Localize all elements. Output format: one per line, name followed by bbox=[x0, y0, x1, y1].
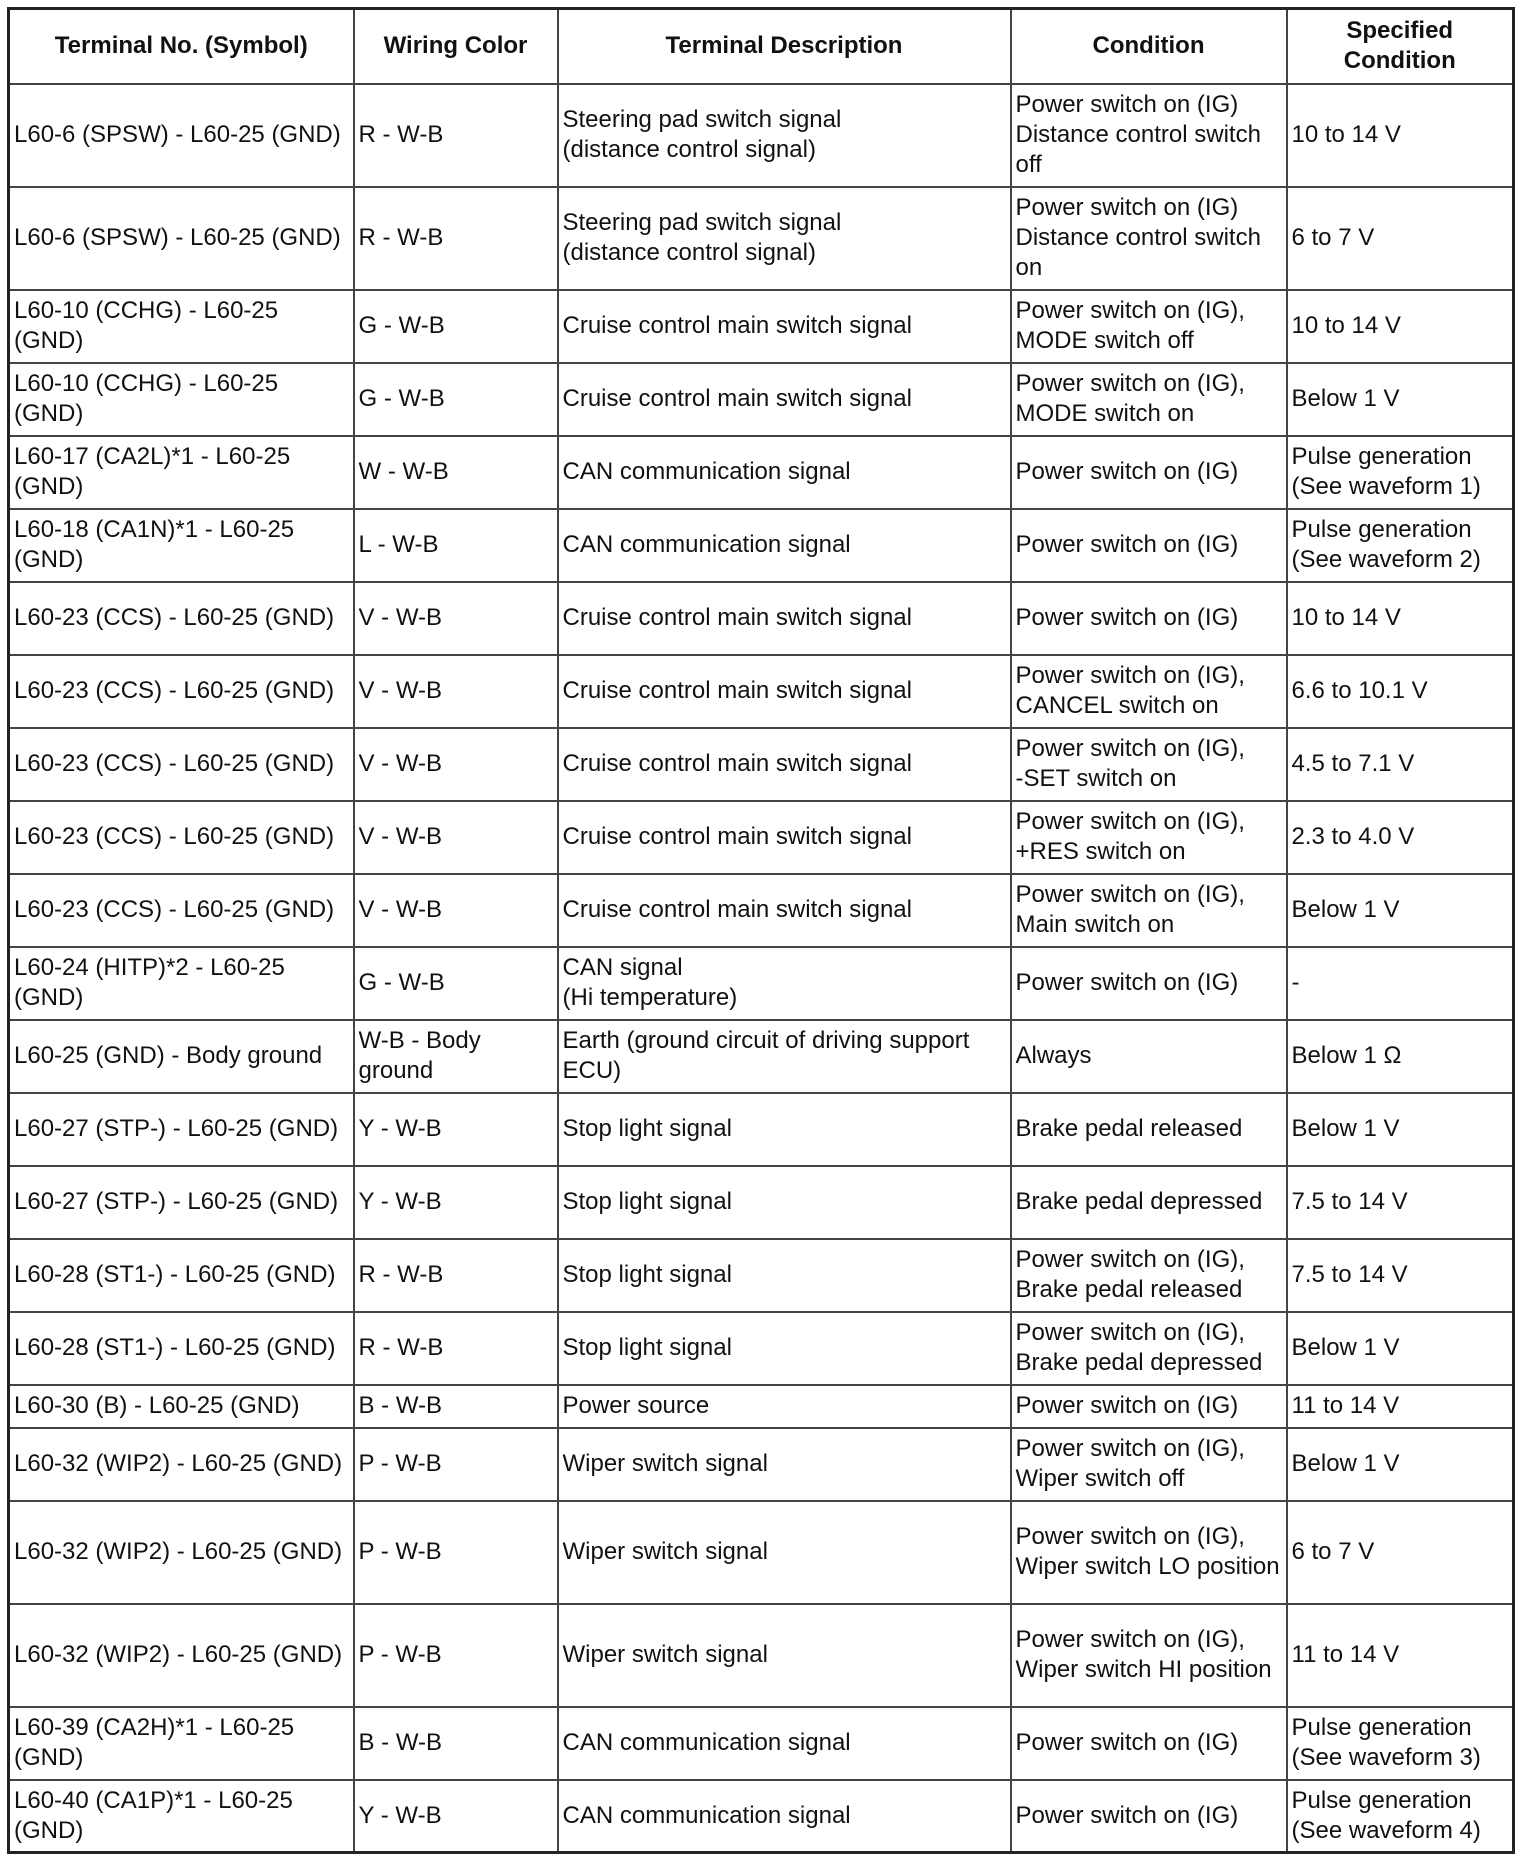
description-cell: Cruise control main switch signal bbox=[558, 655, 1011, 728]
condition-cell: Power switch on (IG), Main switch on bbox=[1011, 874, 1287, 947]
description-cell: Wiper switch signal bbox=[558, 1428, 1011, 1501]
specified-condition-cell: Below 1 V bbox=[1287, 874, 1514, 947]
specified-condition-cell: 10 to 14 V bbox=[1287, 84, 1514, 187]
wiring-color-cell: V - W-B bbox=[354, 874, 558, 947]
wiring-color-cell: W - W-B bbox=[354, 436, 558, 509]
specified-condition-cell: Below 1 V bbox=[1287, 363, 1514, 436]
description-cell: Wiper switch signal bbox=[558, 1501, 1011, 1604]
description-cell: CAN signal (Hi temperature) bbox=[558, 947, 1011, 1020]
wiring-color-cell: R - W-B bbox=[354, 187, 558, 290]
wiring-color-cell: B - W-B bbox=[354, 1385, 558, 1428]
condition-cell: Power switch on (IG) bbox=[1011, 582, 1287, 655]
terminal-cell: L60-28 (ST1-) - L60-25 (GND) bbox=[9, 1239, 354, 1312]
specified-condition-cell: Pulse generation (See waveform 2) bbox=[1287, 509, 1514, 582]
condition-cell: Power switch on (IG), MODE switch off bbox=[1011, 290, 1287, 363]
description-cell: Cruise control main switch signal bbox=[558, 801, 1011, 874]
wiring-color-cell: V - W-B bbox=[354, 582, 558, 655]
wiring-color-cell: R - W-B bbox=[354, 1312, 558, 1385]
condition-cell: Power switch on (IG), Wiper switch off bbox=[1011, 1428, 1287, 1501]
terminal-cell: L60-39 (CA2H)*1 - L60-25 (GND) bbox=[9, 1707, 354, 1780]
table-row bbox=[9, 947, 1514, 1020]
wiring-color-cell: G - W-B bbox=[354, 947, 558, 1020]
specified-condition-cell: 7.5 to 14 V bbox=[1287, 1166, 1514, 1239]
table-row bbox=[9, 84, 1514, 187]
specified-condition-cell: 11 to 14 V bbox=[1287, 1604, 1514, 1707]
condition-cell: Power switch on (IG) bbox=[1011, 1780, 1287, 1853]
description-cell: Cruise control main switch signal bbox=[558, 874, 1011, 947]
specified-condition-cell: Below 1 V bbox=[1287, 1093, 1514, 1166]
wiring-color-cell: P - W-B bbox=[354, 1428, 558, 1501]
table-row bbox=[9, 1093, 1514, 1166]
description-cell: Stop light signal bbox=[558, 1166, 1011, 1239]
description-cell: Cruise control main switch signal bbox=[558, 582, 1011, 655]
description-cell: Cruise control main switch signal bbox=[558, 728, 1011, 801]
specified-condition-cell: Below 1 V bbox=[1287, 1312, 1514, 1385]
specified-condition-cell: 4.5 to 7.1 V bbox=[1287, 728, 1514, 801]
wiring-color-cell: P - W-B bbox=[354, 1604, 558, 1707]
terminal-cell: L60-40 (CA1P)*1 - L60-25 (GND) bbox=[9, 1780, 354, 1853]
condition-cell: Power switch on (IG) bbox=[1011, 1385, 1287, 1428]
condition-cell: Power switch on (IG), Brake pedal depressed bbox=[1011, 1312, 1287, 1385]
table-body bbox=[9, 84, 1514, 1853]
condition-cell: Power switch on (IG), Wiper switch LO position bbox=[1011, 1501, 1287, 1604]
specified-condition-cell: 2.3 to 4.0 V bbox=[1287, 801, 1514, 874]
table-row bbox=[9, 436, 1514, 509]
description-cell: Steering pad switch signal (distance control signal) bbox=[558, 187, 1011, 290]
terminal-cell: L60-27 (STP-) - L60-25 (GND) bbox=[9, 1166, 354, 1239]
terminal-cell: L60-27 (STP-) - L60-25 (GND) bbox=[9, 1093, 354, 1166]
specified-condition-cell: Pulse generation (See waveform 3) bbox=[1287, 1707, 1514, 1780]
header-terminal: Terminal No. (Symbol) bbox=[9, 9, 354, 84]
table-row bbox=[9, 1707, 1514, 1780]
condition-cell: Power switch on (IG) Distance control switch off bbox=[1011, 84, 1287, 187]
table-row bbox=[9, 1312, 1514, 1385]
condition-cell: Brake pedal released bbox=[1011, 1093, 1287, 1166]
wiring-color-cell: G - W-B bbox=[354, 290, 558, 363]
wiring-color-cell: G - W-B bbox=[354, 363, 558, 436]
terminal-table bbox=[7, 7, 1515, 1854]
terminal-cell: L60-28 (ST1-) - L60-25 (GND) bbox=[9, 1312, 354, 1385]
table-row bbox=[9, 290, 1514, 363]
condition-cell: Power switch on (IG) bbox=[1011, 509, 1287, 582]
table-row bbox=[9, 1604, 1514, 1707]
wiring-color-cell: Y - W-B bbox=[354, 1166, 558, 1239]
table-row bbox=[9, 509, 1514, 582]
specified-condition-cell: Pulse generation (See waveform 1) bbox=[1287, 436, 1514, 509]
condition-cell: Always bbox=[1011, 1020, 1287, 1093]
specified-condition-cell: - bbox=[1287, 947, 1514, 1020]
terminal-cell: L60-32 (WIP2) - L60-25 (GND) bbox=[9, 1428, 354, 1501]
header-terminal-description: Terminal Description bbox=[558, 9, 1011, 84]
wiring-color-cell: V - W-B bbox=[354, 801, 558, 874]
table-row bbox=[9, 363, 1514, 436]
wiring-color-cell: Y - W-B bbox=[354, 1093, 558, 1166]
description-cell: Cruise control main switch signal bbox=[558, 290, 1011, 363]
wiring-color-cell: L - W-B bbox=[354, 509, 558, 582]
condition-cell: Power switch on (IG), MODE switch on bbox=[1011, 363, 1287, 436]
terminal-cell: L60-23 (CCS) - L60-25 (GND) bbox=[9, 655, 354, 728]
description-cell: CAN communication signal bbox=[558, 1780, 1011, 1853]
table-row bbox=[9, 187, 1514, 290]
wiring-color-cell: P - W-B bbox=[354, 1501, 558, 1604]
wiring-color-cell: Y - W-B bbox=[354, 1780, 558, 1853]
specified-condition-cell: 6 to 7 V bbox=[1287, 187, 1514, 290]
header-row bbox=[9, 9, 1514, 84]
header-wiring-color: Wiring Color bbox=[354, 9, 558, 84]
wiring-color-cell: R - W-B bbox=[354, 1239, 558, 1312]
table-row bbox=[9, 801, 1514, 874]
terminal-cell: L60-24 (HITP)*2 - L60-25 (GND) bbox=[9, 947, 354, 1020]
specified-condition-cell: 10 to 14 V bbox=[1287, 290, 1514, 363]
condition-cell: Power switch on (IG), -SET switch on bbox=[1011, 728, 1287, 801]
table-row bbox=[9, 1428, 1514, 1501]
table-row bbox=[9, 1385, 1514, 1428]
terminal-cell: L60-23 (CCS) - L60-25 (GND) bbox=[9, 874, 354, 947]
wiring-color-cell: B - W-B bbox=[354, 1707, 558, 1780]
specified-condition-cell: 10 to 14 V bbox=[1287, 582, 1514, 655]
description-cell: Stop light signal bbox=[558, 1239, 1011, 1312]
table-row bbox=[9, 655, 1514, 728]
terminal-cell: L60-32 (WIP2) - L60-25 (GND) bbox=[9, 1604, 354, 1707]
specified-condition-cell: 6 to 7 V bbox=[1287, 1501, 1514, 1604]
terminal-cell: L60-23 (CCS) - L60-25 (GND) bbox=[9, 582, 354, 655]
terminal-cell: L60-32 (WIP2) - L60-25 (GND) bbox=[9, 1501, 354, 1604]
condition-cell: Power switch on (IG) bbox=[1011, 1707, 1287, 1780]
description-cell: CAN communication signal bbox=[558, 1707, 1011, 1780]
specified-condition-cell: Below 1 Ω bbox=[1287, 1020, 1514, 1093]
header-condition: Condition bbox=[1011, 9, 1287, 84]
terminal-cell: L60-6 (SPSW) - L60-25 (GND) bbox=[9, 187, 354, 290]
table-row bbox=[9, 1239, 1514, 1312]
description-cell: Steering pad switch signal (distance control signal) bbox=[558, 84, 1011, 187]
condition-cell: Power switch on (IG) bbox=[1011, 436, 1287, 509]
table-row bbox=[9, 728, 1514, 801]
specified-condition-cell: 6.6 to 10.1 V bbox=[1287, 655, 1514, 728]
description-cell: Stop light signal bbox=[558, 1093, 1011, 1166]
description-cell: CAN communication signal bbox=[558, 509, 1011, 582]
condition-cell: Power switch on (IG), +RES switch on bbox=[1011, 801, 1287, 874]
terminal-cell: L60-10 (CCHG) - L60-25 (GND) bbox=[9, 290, 354, 363]
table-row bbox=[9, 582, 1514, 655]
table-row bbox=[9, 874, 1514, 947]
terminal-cell: L60-6 (SPSW) - L60-25 (GND) bbox=[9, 84, 354, 187]
description-cell: CAN communication signal bbox=[558, 436, 1011, 509]
description-cell: Cruise control main switch signal bbox=[558, 363, 1011, 436]
condition-cell: Power switch on (IG) Distance control switch on bbox=[1011, 187, 1287, 290]
condition-cell: Power switch on (IG), Wiper switch HI position bbox=[1011, 1604, 1287, 1707]
description-cell: Power source bbox=[558, 1385, 1011, 1428]
wiring-color-cell: R - W-B bbox=[354, 84, 558, 187]
terminal-cell: L60-23 (CCS) - L60-25 (GND) bbox=[9, 801, 354, 874]
table-row bbox=[9, 1166, 1514, 1239]
table-row bbox=[9, 1780, 1514, 1853]
specified-condition-cell: 7.5 to 14 V bbox=[1287, 1239, 1514, 1312]
description-cell: Stop light signal bbox=[558, 1312, 1011, 1385]
wiring-color-cell: V - W-B bbox=[354, 655, 558, 728]
specified-condition-cell: Pulse generation (See waveform 4) bbox=[1287, 1780, 1514, 1853]
terminal-cell: L60-10 (CCHG) - L60-25 (GND) bbox=[9, 363, 354, 436]
table-row bbox=[9, 1020, 1514, 1093]
description-cell: Wiper switch signal bbox=[558, 1604, 1011, 1707]
terminal-cell: L60-17 (CA2L)*1 - L60-25 (GND) bbox=[9, 436, 354, 509]
terminal-cell: L60-18 (CA1N)*1 - L60-25 (GND) bbox=[9, 509, 354, 582]
condition-cell: Power switch on (IG) bbox=[1011, 947, 1287, 1020]
terminal-cell: L60-23 (CCS) - L60-25 (GND) bbox=[9, 728, 354, 801]
table-row bbox=[9, 1501, 1514, 1604]
terminal-cell: L60-30 (B) - L60-25 (GND) bbox=[9, 1385, 354, 1428]
condition-cell: Brake pedal depressed bbox=[1011, 1166, 1287, 1239]
header-specified-condition: Specified Condition bbox=[1287, 9, 1514, 84]
wiring-color-cell: W-B - Body ground bbox=[354, 1020, 558, 1093]
specified-condition-cell: 11 to 14 V bbox=[1287, 1385, 1514, 1428]
condition-cell: Power switch on (IG), CANCEL switch on bbox=[1011, 655, 1287, 728]
condition-cell: Power switch on (IG), Brake pedal released bbox=[1011, 1239, 1287, 1312]
specified-condition-cell: Below 1 V bbox=[1287, 1428, 1514, 1501]
terminal-table-wrapper bbox=[7, 7, 1515, 1854]
terminal-cell: L60-25 (GND) - Body ground bbox=[9, 1020, 354, 1093]
description-cell: Earth (ground circuit of driving support ECU) bbox=[558, 1020, 1011, 1093]
wiring-color-cell: V - W-B bbox=[354, 728, 558, 801]
